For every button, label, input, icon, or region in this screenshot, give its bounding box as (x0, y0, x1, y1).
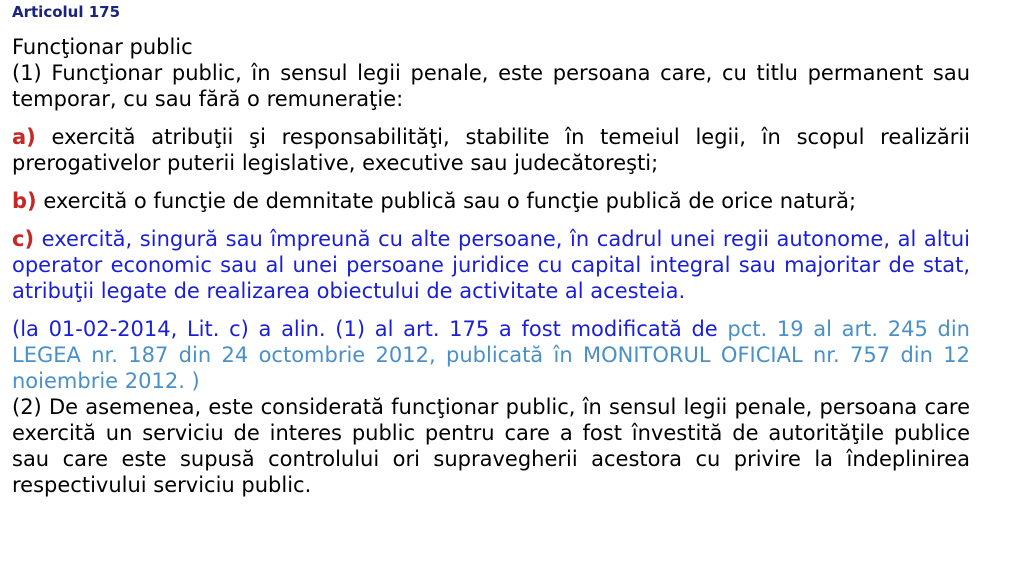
litera-a-letter: a) (12, 125, 36, 149)
article-document (12, 0, 970, 576)
litera-b (12, 188, 970, 214)
modification-note-link[interactable]: pct. 19 al art. 245 din LEGEA nr. 187 din 24 octombrie 2012, publicată în MONITORUL OFICIAL nr. 757 din 12 noiembrie 2012. ) (12, 317, 970, 393)
litera-a-text: exercită atribuţii şi responsabilităţi, stabilite în temeiul legii, în scopul realizării prerogativelor puterii legislative, executive sau judecătoreşti; (12, 125, 970, 175)
paragraph-2: (2) De asemenea, este considerată funcţionar public, în sensul legii penale, persoana care exercită un serviciu de interes public pentru care a fost învestită de autorităţile publice sau care este supusă controlului ori supravegherii acestora cu privire la îndeplinirea respectivului serviciu public. (12, 395, 970, 497)
litera-b-letter: b) (12, 189, 37, 213)
litera-c (12, 226, 970, 304)
article-title: Articolul 175 (12, 3, 121, 21)
litera-c-text: exercită, singură sau împreună cu alte persoane, în cadrul unei regii autonome, al altui operator economic sau al unei persoane juridice cu capital integral sau majoritar de stat, atribuţii legate de realizarea obiectului de activitate al acesteia. (12, 227, 970, 303)
litera-b-text: exercită o funcţie de demnitate publică sau o funcţie publică de orice natură; (36, 189, 857, 213)
modification-note-prefix: (la 01-02-2014, Lit. c) a alin. (1) al art. 175 a fost modificată de (12, 317, 728, 341)
article-name: Funcţionar public (12, 35, 193, 59)
modification-note (12, 316, 970, 394)
litera-c-letter: c) (12, 227, 35, 251)
paragraph-1: (1) Funcţionar public, în sensul legii penale, este persoana care, cu titlu permanent sau temporar, cu sau fără o remuneraţie: (12, 61, 970, 111)
litera-a (12, 124, 970, 176)
